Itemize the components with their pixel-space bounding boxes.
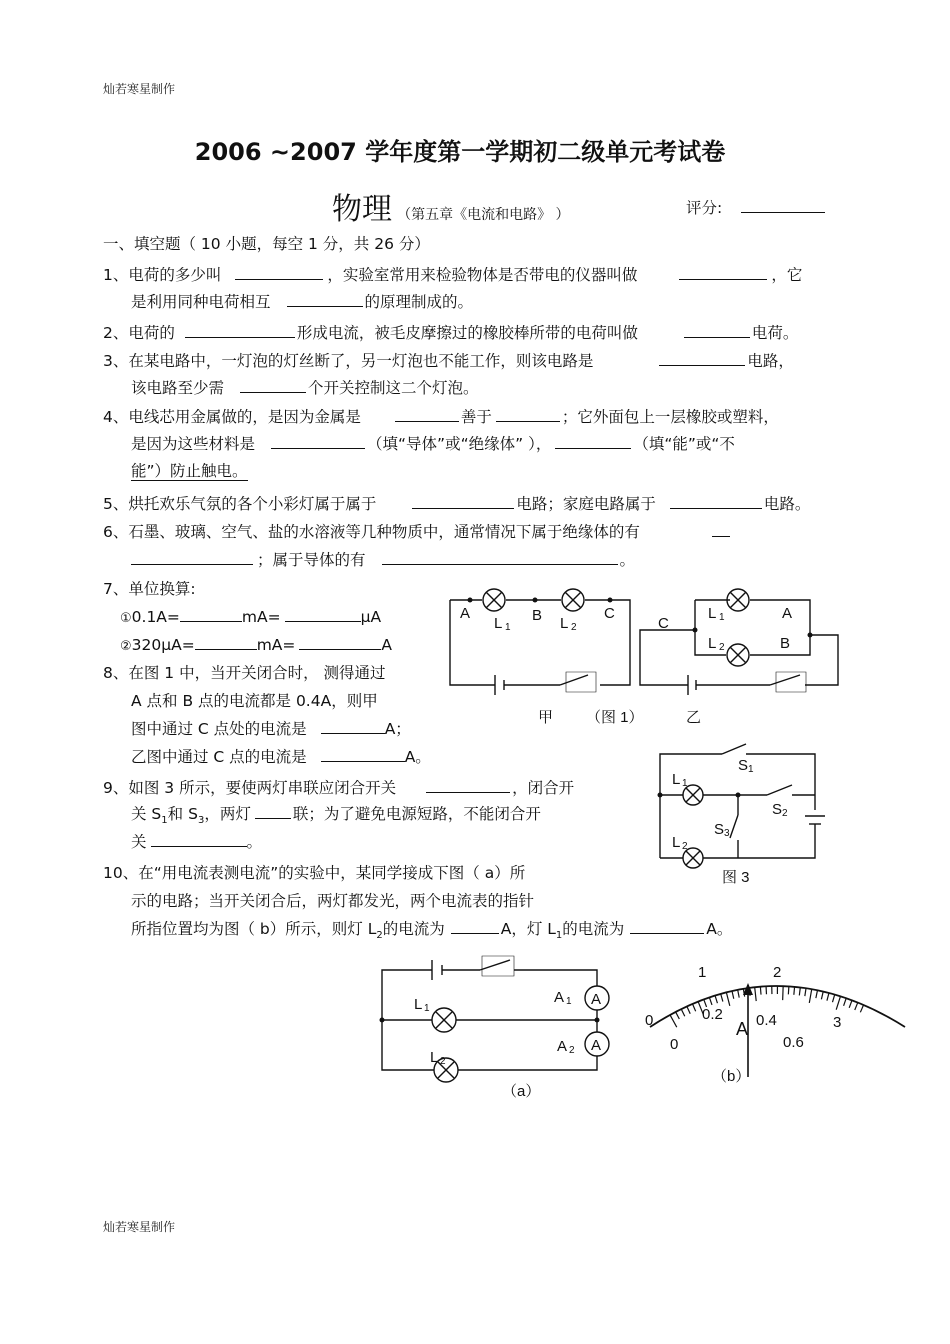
q1-line1 [103, 265, 802, 285]
fig1-label-jia: 甲 [538, 709, 554, 726]
q6-blank-2[interactable] [382, 550, 618, 565]
q4-blank-1[interactable] [395, 407, 459, 422]
q4-line1 [103, 407, 779, 427]
q7-blank-1[interactable] [180, 607, 242, 622]
figb-dial-tick [832, 995, 834, 1003]
q10-text-g: A。 [706, 920, 733, 938]
figb-caption: （b） [712, 1068, 751, 1085]
score-line [686, 198, 825, 218]
q4-blank-2[interactable] [496, 407, 560, 422]
figb-dial-tick [836, 996, 840, 1009]
fig3-label-l2: L [672, 834, 681, 851]
figa-label-l2-sub: 2 [440, 1056, 446, 1067]
q10-sub-2: 2 [376, 930, 383, 942]
figb-dial-tick [805, 988, 806, 996]
q7-heading: 7、单位换算: [103, 580, 196, 598]
q10-text-f: 的电流为 [562, 920, 625, 938]
q7-text-b3: mA= [241, 608, 281, 626]
figure-a [370, 952, 630, 1102]
q10-text-c: 所指位置均为图（ b）所示，则灯 L [131, 920, 377, 938]
figb-dial-tick [732, 991, 734, 999]
q3-text-a: 3、在某电路中，一灯泡的灯丝断了，另一灯泡也不能工作，则该电路是 [103, 352, 594, 370]
q6-blank-1b[interactable] [131, 550, 253, 565]
exam-title: 2006 ~2007 学年度第一学期初二级单元考试卷 [194, 138, 726, 166]
figa-label-l2: L [430, 1049, 439, 1066]
fig1b-label-l2-sub: 2 [719, 642, 725, 653]
q6-line1 [103, 522, 730, 542]
fig3-caption: 图 3 [722, 869, 750, 886]
subject-name: 物理 [332, 192, 392, 227]
fig3-label-s2: S [772, 801, 783, 818]
q9-blank-3[interactable] [151, 832, 247, 847]
q2-text-c: 电荷。 [751, 324, 799, 342]
q4-text-e: （填“导体”或“绝缘体” ）， [367, 435, 552, 453]
q10-line1: 10、在“用电流表测电流”的实验中，某同学接成下图（ a）所 [103, 864, 526, 882]
fig1b-label-c: C [658, 615, 669, 632]
q4-blank-3[interactable] [271, 434, 365, 449]
figb-dial-tick [715, 996, 717, 1004]
q2-line [103, 323, 798, 343]
fig3-label-s3: S [714, 821, 725, 838]
fig3-label-s1: S [738, 757, 749, 774]
q8-blank-2[interactable] [321, 747, 405, 762]
q7-blank-3[interactable] [195, 635, 257, 650]
q7-num1: ① [120, 611, 132, 626]
figure-3 [650, 740, 830, 890]
fig1-label-b: B [532, 607, 543, 624]
q2-text-b: 形成电流，被毛皮摩擦过的橡胶棒所带的电荷叫做 [296, 324, 638, 342]
q1-blank-2[interactable] [679, 265, 767, 280]
figa-label-l1: L [414, 996, 423, 1013]
q1-line2 [131, 292, 473, 312]
chapter-label: （第五章《电流和电路》 ） [397, 207, 570, 223]
score-blank[interactable] [741, 198, 825, 213]
maker-label-bottom: 灿若寒星制作 [103, 1220, 176, 1234]
fig3-switch-s3 [730, 815, 738, 838]
fig1-label-c: C [604, 605, 615, 622]
q10-blank-2[interactable] [630, 919, 704, 934]
figb-tick-3: 3 [833, 1014, 842, 1031]
figb-dial-tick [794, 987, 795, 995]
q5-blank-1[interactable] [412, 494, 514, 509]
figb-unit-a: A [736, 1019, 749, 1039]
q9-text-h: 。 [246, 833, 263, 851]
q2-blank-2[interactable] [684, 323, 750, 338]
q6-line2 [131, 550, 635, 570]
q3-text-c: 该电路至少需 [131, 379, 225, 397]
subject-line [332, 184, 570, 228]
fig1-switch [560, 675, 588, 685]
q1-text-e: 的原理制成的。 [364, 293, 474, 311]
figb-dial-tick [760, 987, 761, 995]
fig1-label-l1: L [494, 615, 503, 632]
q3-blank-2[interactable] [240, 378, 306, 393]
score-label: 评分: [686, 199, 723, 217]
q1-blank-1[interactable] [235, 265, 323, 280]
fig1-label-l2-sub: 2 [571, 622, 577, 633]
fig1b-label-a: A [782, 605, 793, 622]
figb-scale-0: 0 [670, 1036, 679, 1053]
q7-text-c4: A [381, 636, 393, 654]
q9-line3 [131, 832, 262, 852]
figa-label-a2-sub: 2 [569, 1045, 575, 1056]
figb-dial-tick [670, 1015, 677, 1027]
fig3-label-s2-sub: 2 [782, 808, 788, 819]
q5-text-b: 电路；家庭电路属于 [516, 495, 656, 513]
q8-text-f: A。 [404, 748, 431, 766]
figb-tick-1: 1 [698, 964, 707, 981]
q9-blank-2[interactable] [255, 804, 291, 819]
fig3-label-l2-sub: 2 [682, 841, 688, 852]
q4-text-c: ；它外面包上一层橡胶或塑料， [561, 408, 779, 426]
figa-label-l1-sub: 1 [424, 1003, 430, 1014]
figure-b [640, 955, 915, 1090]
q1-blank-3[interactable] [287, 292, 363, 307]
fig1-label-l2: L [560, 615, 569, 632]
q4-text-f: （填“能”或“不 [633, 435, 735, 453]
figb-dial-tick [809, 989, 811, 1003]
figb-scale-06: 0.6 [783, 1034, 804, 1051]
q4-text-d: 是因为这些材料是 [131, 435, 256, 453]
fig1-caption: （图 1） [586, 709, 644, 726]
q9-text-a: 9、如图 3 所示，要使两灯串联应闭合开关 [103, 779, 397, 797]
q4-blank-4[interactable] [555, 434, 631, 449]
q4-text-a: 4、电线芯用金属做的，是因为金属是 [103, 408, 361, 426]
figb-dial-tick [821, 992, 823, 1000]
figb-dial-tick [726, 992, 729, 1006]
q8-text-c: 图中通过 C 点处的电流是 [131, 720, 307, 738]
figb-dial-tick [755, 987, 757, 1001]
q1-text-d: 是利用同种电荷相互 [131, 293, 271, 311]
q9-sub-1: 1 [161, 815, 168, 827]
figb-dial-tick [816, 990, 818, 998]
q7-line1 [120, 607, 381, 629]
figure-1 [440, 580, 850, 730]
figb-dial-tick [827, 993, 829, 1001]
q7-num2: ② [120, 639, 132, 654]
figb-dial-tick [676, 1012, 680, 1019]
q4-line3 [131, 461, 248, 481]
q5-blank-2[interactable] [670, 494, 762, 509]
q9-text-c: 关 S [131, 805, 162, 823]
q10-blank-1[interactable] [451, 919, 499, 934]
q4-line2 [131, 434, 735, 454]
q10-sub-1: 1 [555, 930, 563, 942]
q9-text-f: 联；为了避免电源短路，不能闭合开 [292, 805, 541, 823]
figb-dial-tick [681, 1009, 685, 1016]
q7-blank-2[interactable] [285, 607, 361, 622]
q9-line2 [131, 804, 541, 831]
figb-dial-tick [855, 1003, 858, 1010]
fig3-switch-s1 [722, 744, 746, 754]
q2-blank-1[interactable] [185, 323, 295, 338]
q6-text-b: ；属于导体的有 [257, 551, 366, 569]
figb-dial-tick [844, 998, 847, 1006]
fig1-label-yi: 乙 [686, 709, 702, 726]
q6-text-a: 6、石墨、玻璃、空气、盐的水溶液等几种物质中，通常情况下属于绝缘体的有 [103, 523, 640, 541]
q5-line [103, 494, 810, 514]
q1-text-c: ，它 [771, 266, 803, 284]
q3-text-b: 电路， [747, 352, 794, 370]
figb-tick-2: 2 [773, 964, 782, 981]
figa-ammeter-a1-symbol: A [591, 991, 602, 1008]
q7-line2 [120, 635, 392, 657]
figa-switch [480, 960, 510, 970]
q2-text-a: 2、电荷的 [103, 324, 175, 342]
q10-line2: 示的电路；当开关闭合后，两灯都发光，两个电流表的指针 [131, 892, 535, 910]
q9-text-b: ，闭合开 [512, 779, 575, 797]
q8-line3 [131, 719, 411, 739]
figb-dial-tick [721, 994, 723, 1002]
figb-scale-02: 0.2 [702, 1006, 723, 1023]
q7-text-b2: 0.1A= [131, 608, 180, 626]
q9-line1 [103, 778, 574, 798]
q6-text-c: 。 [619, 551, 636, 569]
figa-label-a1: A [554, 989, 565, 1006]
fig3-switch-s2 [767, 785, 792, 795]
fig1b-label-l2: L [708, 635, 717, 652]
figb-tick-0-top: 0 [645, 1012, 654, 1029]
q1-text-b: ，实验室常用来检验物体是否带电的仪器叫做 [327, 266, 638, 284]
figa-label-a1-sub: 1 [566, 996, 572, 1007]
q10-line3 [131, 919, 732, 946]
q3-line1 [103, 351, 794, 371]
q5-text-c: 电路。 [763, 495, 811, 513]
fig3-label-l1: L [672, 771, 681, 788]
fig1b-label-l1-sub: 1 [719, 612, 725, 623]
figb-dial-tick [860, 1005, 863, 1012]
q9-sub-3: 3 [197, 815, 205, 827]
q4-text-b: 善于 [460, 408, 492, 426]
q1-text-a: 1、电荷的多少叫 [103, 266, 222, 284]
fig1b-label-b: B [780, 635, 791, 652]
q8-text-e: 乙图中通过 C 点的电流是 [131, 748, 307, 766]
figa-ammeter-a2-symbol: A [591, 1037, 602, 1054]
q6-blank-1a[interactable] [712, 522, 730, 537]
figa-label-a2: A [557, 1038, 568, 1055]
figb-dial-tick [788, 986, 789, 994]
q7-text-c3: mA= [256, 636, 296, 654]
fig3-label-l1-sub: 1 [682, 778, 688, 789]
fig1b-label-l1: L [708, 605, 717, 622]
q8-line4 [131, 747, 431, 767]
figb-dial-tick [692, 1004, 695, 1011]
fig1b-switch [770, 675, 800, 685]
q10-text-d: 的电流为 [382, 920, 445, 938]
figb-dial-tick [738, 990, 740, 998]
fig1-label-a: A [460, 605, 471, 622]
q10-text-e: A，灯 L [500, 920, 556, 938]
figa-caption: （a） [502, 1083, 541, 1100]
q4-text-g: 能”）防止触电。 [131, 462, 248, 480]
figb-dial-tick [799, 987, 800, 995]
q9-text-e: ，两灯 [204, 805, 251, 823]
maker-label-top: 灿若寒星制作 [103, 82, 176, 96]
figb-dial-tick [687, 1006, 690, 1013]
q9-text-g: 关 [131, 833, 147, 851]
q7-blank-4[interactable] [299, 635, 381, 650]
q3-line2 [131, 378, 479, 398]
q9-blank-1[interactable] [426, 778, 510, 793]
q8-blank-1[interactable] [321, 719, 385, 734]
fig1-label-l1-sub: 1 [505, 622, 511, 633]
q8-line1: 8、在图 1 中，当开关闭合时， 测得通过 [103, 664, 386, 682]
q8-line2: A 点和 B 点的电流都是 0.4A，则甲 [131, 692, 378, 710]
q7-text-b4: μA [360, 608, 382, 626]
q5-text-a: 5、烘托欢乐气氛的各个小彩灯属于属于 [103, 495, 377, 513]
fig3-label-s1-sub: 1 [748, 764, 754, 775]
fig3-label-s3-sub: 3 [724, 828, 730, 839]
q9-text-d: 和 S [167, 805, 198, 823]
q8-text-d: A； [384, 720, 411, 738]
section-heading: 一、填空题（ 10 小题，每空 1 分，共 26 分） [103, 235, 430, 253]
figb-dial-tick [709, 997, 712, 1005]
q7-text-c2: 320μA= [131, 636, 195, 654]
q3-text-d: 个开关控制这二个灯泡。 [308, 379, 479, 397]
q3-blank-1[interactable] [659, 351, 745, 366]
figb-scale-04: 0.4 [756, 1012, 777, 1029]
figb-dial-tick [849, 1000, 852, 1007]
